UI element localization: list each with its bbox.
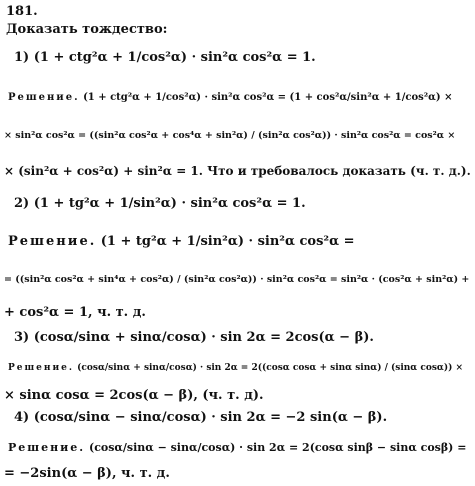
item-1-formula: (1 + ctg²α + 1/cos²α) · sin²α cos²α = 1. <box>33 50 316 65</box>
item-2-solution-line-2: = ((sin²α cos²α + sin⁴α + cos²α) / (sin²α cos²α)) · sin²α cos²α = sin²α · (cos²α + sin²α) + <box>4 274 470 285</box>
item-2-solution-line-3: + cos²α = 1, ч. т. д. <box>4 305 146 320</box>
solution-label: Решение. <box>8 92 80 103</box>
item-1-identity <box>14 50 316 66</box>
item-2-label: 2) <box>14 196 30 211</box>
item-4-solution-line-2: = −2sin(α − β), ч. т. д. <box>4 466 170 481</box>
item-4-formula: (cosα/sinα − sinα/cosα) · sin 2α = −2 sin(α − β). <box>33 410 388 425</box>
item-4-identity <box>14 410 387 426</box>
item-2-formula: (1 + tg²α + 1/sin²α) · sin²α cos²α = 1. <box>33 196 306 211</box>
solution-text: (cosα/sinα + sinα/cosα) · sin 2α = 2((cosα cosα + sinα sinα) / (sinα cosα)) × <box>77 363 464 373</box>
item-2-identity <box>14 196 306 212</box>
problem-number: 181. <box>6 4 38 19</box>
item-1-solution-line-3: × (sin²α + cos²α) + sin²α = 1. Что и требовалось доказать (ч. т. д.). <box>4 164 471 178</box>
solution-text: (cosα/sinα − sinα/cosα) · sin 2α = 2(cosα sinβ − sinα cosβ) = <box>88 441 467 454</box>
item-4-solution-line-1 <box>8 440 466 456</box>
item-3-identity <box>14 330 374 346</box>
item-2-solution-line-1 <box>8 234 355 250</box>
solution-label: Решение. <box>8 234 97 249</box>
item-3-solution-line-2: × sinα cosα = 2cos(α − β), (ч. т. д). <box>4 388 264 403</box>
solution-label: Решение. <box>8 363 75 373</box>
item-1-solution-line-2: × sin²α cos²α = ((sin²α cos²α + cos⁴α + sin²α) / (sin²α cos²α)) · sin²α cos²α = cos²α × <box>4 130 456 141</box>
item-3-formula: (cosα/sinα + sinα/cosα) · sin 2α = 2cos(α − β). <box>33 330 374 345</box>
item-1-solution-line-1 <box>8 90 452 106</box>
task-heading: Доказать тождество: <box>6 22 168 37</box>
item-1-label: 1) <box>14 50 30 65</box>
item-3-label: 3) <box>14 330 30 345</box>
solution-text: (1 + ctg²α + 1/cos²α) · sin²α cos²α = (1 + cos²α/sin²α + 1/cos²α) × <box>83 92 453 103</box>
item-3-solution-line-1 <box>8 360 463 376</box>
item-4-label: 4) <box>14 410 30 425</box>
solution-text: (1 + tg²α + 1/sin²α) · sin²α cos²α = <box>100 234 355 249</box>
solution-label: Решение. <box>8 441 86 454</box>
